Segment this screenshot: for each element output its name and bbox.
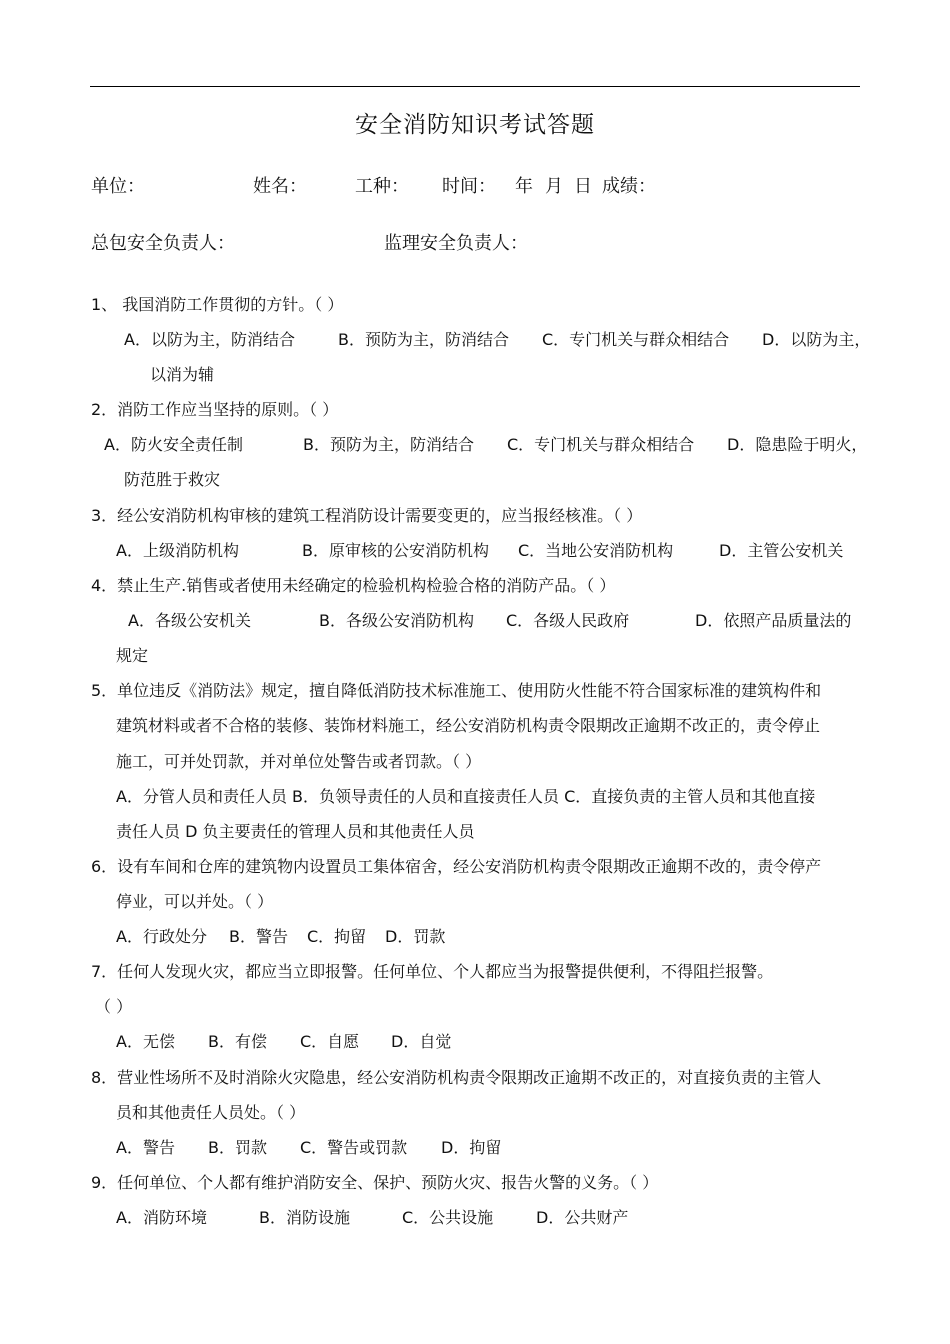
unit-label: 单位： (91, 176, 145, 197)
question-5-text-line-1: 5．单位违反《消防法》规定，擅自降低消防技术标准施工、使用防火性能不符合国家标准的建筑构件和 (91, 681, 822, 700)
q4-option-b: B．各级公安消防机构 (319, 611, 474, 630)
question-8-text-line-2: 员和其他责任人员处。（ ） (116, 1103, 306, 1122)
q5-options-line-1: A．分管人员和责任人员 B．负领导责任的人员和直接责任人员 C．直接负责的主管人员和其他直接 (116, 787, 816, 806)
q4-option-d-cont: 规定 (116, 646, 149, 665)
q1-option-c: C．专门机关与群众相结合 (542, 330, 730, 349)
question-4-text: 4．禁止生产.销售或者使用未经确定的检验机构检验合格的消防产品。（ ） (91, 576, 616, 595)
gc-safety-person-label: 总包安全负责人： (91, 233, 235, 254)
time-label: 时间： (442, 176, 496, 197)
q8-option-c: C．警告或罚款 (300, 1138, 408, 1157)
header-rule (90, 86, 860, 87)
job-label: 工种： (355, 176, 409, 197)
supervisor-safety-person-label: 监理安全负责人： (384, 233, 528, 254)
q2-option-d: D．隐患险于明火， (727, 435, 868, 454)
question-5-text-line-2: 建筑材料或者不合格的装修、装饰材料施工，经公安消防机构责令限期改正逾期不改正的，责令停止 (116, 716, 821, 735)
question-2-text: 2．消防工作应当坚持的原则。（ ） (91, 400, 339, 419)
year-label: 年 (515, 176, 533, 197)
q6-option-d: D．罚款 (385, 927, 446, 946)
q4-option-a: A．各级公安机关 (128, 611, 251, 630)
q3-option-d: D．主管公安机关 (719, 541, 844, 560)
question-8-text-line-1: 8．营业性场所不及时消除火灾隐患，经公安消防机构责令限期改正逾期不改正的，对直接负责的主管人 (91, 1068, 822, 1087)
q2-option-b: B．预防为主，防消结合 (303, 435, 474, 454)
q3-option-a: A．上级消防机构 (116, 541, 239, 560)
question-7-text-line-2: （ ） (95, 997, 133, 1016)
day-label: 日 (574, 176, 592, 197)
q6-option-b: B．警告 (229, 927, 288, 946)
question-9-text: 9．任何单位、个人都有维护消防安全、保护、预防火灾、报告火警的义务。（ ） (91, 1173, 659, 1192)
q4-option-c: C．各级人民政府 (506, 611, 630, 630)
question-3-text: 3．经公安消防机构审核的建筑工程消防设计需要变更的，应当报经核准。（ ） (91, 506, 643, 525)
question-1-text: 1、 我国消防工作贯彻的方针。（ ） (91, 295, 344, 314)
q8-option-a: A．警告 (116, 1138, 175, 1157)
q6-option-c: C．拘留 (307, 927, 367, 946)
q7-option-a: A．无偿 (116, 1032, 175, 1051)
q1-option-d: D．以防为主， (762, 330, 871, 349)
q3-option-c: C．当地公安消防机构 (518, 541, 674, 560)
q2-option-d-cont: 防范胜于救灾 (124, 470, 221, 489)
q9-option-d: D．公共财产 (536, 1208, 629, 1227)
question-6-text-line-1: 6．设有车间和仓库的建筑物内设置员工集体宿舍，经公安消防机构责令限期改正逾期不改的，责令停产 (91, 857, 822, 876)
q2-option-a: A．防火安全责任制 (104, 435, 243, 454)
q7-option-c: C．自愿 (300, 1032, 360, 1051)
q8-option-d: D．拘留 (441, 1138, 502, 1157)
q1-option-b: B．预防为主，防消结合 (338, 330, 509, 349)
q2-option-c: C．专门机关与群众相结合 (507, 435, 695, 454)
page-title: 安全消防知识考试答题 (355, 112, 595, 138)
q3-option-b: B．原审核的公安消防机构 (302, 541, 489, 560)
q9-option-c: C．公共设施 (402, 1208, 494, 1227)
question-5-text-line-3: 施工，可并处罚款，并对单位处警告或者罚款。（ ） (116, 752, 482, 771)
question-6-text-line-2: 停业，可以并处。（ ） (116, 892, 274, 911)
q1-option-d-cont: 以消为辅 (150, 365, 215, 384)
month-label: 月 (545, 176, 563, 197)
q9-option-a: A．消防环境 (116, 1208, 207, 1227)
question-7-text-line-1: 7．任何人发现火灾，都应当立即报警。任何单位、个人都应当为报警提供便利，不得阻拦报警。 (91, 962, 774, 981)
name-label: 姓名： (253, 176, 307, 197)
q4-option-d: D．依照产品质量法的 (695, 611, 852, 630)
q9-option-b: B．消防设施 (259, 1208, 350, 1227)
score-label: 成绩： (602, 176, 656, 197)
q7-option-d: D．自觉 (391, 1032, 452, 1051)
q6-option-a: A．行政处分 (116, 927, 207, 946)
q8-option-b: B．罚款 (208, 1138, 267, 1157)
q5-options-line-2: 责任人员 D 负主要责任的管理人员和其他责任人员 (116, 822, 475, 841)
q7-option-b: B．有偿 (208, 1032, 267, 1051)
q1-option-a: A．以防为主，防消结合 (124, 330, 295, 349)
